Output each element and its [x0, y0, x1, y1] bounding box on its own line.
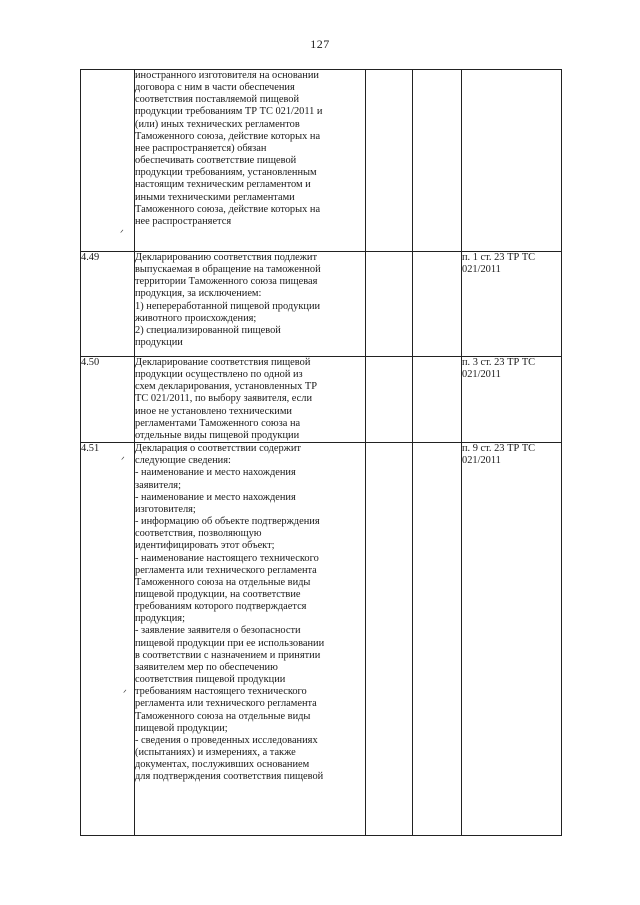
requirement-text-line: для подтверждения соответствия пищевой	[135, 771, 324, 783]
requirement-text-line: (или) иных технических регламентов	[135, 118, 300, 130]
requirement-text-line: схем декларирования, установленных ТР	[135, 381, 317, 393]
requirements-table	[80, 69, 562, 836]
requirement-text-line: договора с ним в части обеспечения	[135, 82, 295, 94]
requirement-text-line: продукции требованиям, установленным	[135, 167, 317, 179]
item-number-cell	[81, 70, 135, 252]
requirement-text-line: регламента или технического регламента	[135, 564, 317, 576]
empty-cell-b	[413, 357, 462, 443]
requirement-text-line: Таможенного союза, действие которых на	[135, 130, 321, 142]
requirement-text-line: (испытаниях) и измерениях, а также	[135, 747, 296, 758]
requirement-cell	[135, 443, 366, 836]
requirement-text-line: - наименование и место нахождения	[135, 491, 296, 503]
requirement-text-line: - наименование и место нахождения	[135, 467, 296, 479]
reference-text-line: п. 3 ст. 23 ТР ТС	[462, 357, 536, 368]
item-number-cell: 4.49	[81, 252, 135, 357]
requirement-text-line: - сведения о проведенных исследованиях	[135, 734, 318, 746]
reference-cell	[462, 252, 562, 357]
empty-cell-a	[366, 357, 413, 443]
requirement-text-line: пищевой продукции;	[135, 722, 228, 734]
reference-text-line: 021/2011	[462, 369, 501, 381]
reference-cell	[462, 357, 562, 443]
requirement-text-line: пищевой продукции, на соответствие	[135, 588, 301, 600]
requirement-text-line: иными техническими регламентами	[135, 191, 295, 203]
requirement-text-line: 1) непереработанной пищевой продукции	[135, 300, 321, 312]
item-number-cell: 4.50	[81, 357, 135, 443]
page-number: 127	[310, 37, 330, 51]
margin-tick-mark: ᐟ	[120, 228, 124, 238]
requirement-text-line: идентифицировать этот объект;	[135, 540, 275, 552]
requirement-text-line: Таможенного союза на отдельные виды	[135, 710, 311, 722]
requirement-text-line: иностранного изготовителя на основании	[135, 70, 319, 81]
requirement-text-line: ТС 021/2011, по выбору заявителя, если	[135, 393, 313, 405]
requirement-text-line: - информацию об объекте подтверждения	[135, 516, 320, 528]
table-row	[81, 252, 562, 357]
requirement-text-line: отдельные виды пищевой продукции	[135, 429, 300, 441]
table-row	[81, 70, 562, 252]
item-number-cell: 4.51	[81, 443, 135, 836]
requirement-text-line: следующие сведения:	[135, 455, 231, 467]
requirement-text-line: продукция, за исключением:	[135, 288, 262, 300]
reference-cell	[462, 443, 562, 836]
reference-cell	[462, 70, 562, 252]
table-row	[81, 443, 562, 836]
requirement-text-line: Декларация о соответствии содержит	[135, 443, 301, 455]
requirement-text-line: регламента или технического регламента	[135, 698, 317, 710]
requirement-text-line: соответствия пищевой продукции	[135, 674, 286, 686]
requirement-text-line: требованиям настоящего технического	[135, 686, 307, 698]
requirement-text-line: в соответствии с назначением и принятии	[135, 649, 321, 661]
requirement-cell	[135, 252, 366, 357]
requirement-text-line: Таможенного союза на отдельные виды	[135, 576, 311, 588]
empty-cell-b	[413, 443, 462, 836]
reference-text-line: п. 9 ст. 23 ТР ТС	[462, 443, 536, 455]
requirement-text-line: Таможенного союза, действие которых на	[135, 203, 321, 215]
requirement-text-line: продукции осуществлено по одной из	[135, 369, 303, 381]
requirement-text-line: документах, послуживших основанием	[135, 759, 310, 771]
requirement-text-line: животного происхождения;	[135, 312, 257, 324]
requirement-text-line: нее распространяется) обязан	[135, 142, 267, 154]
empty-cell-a	[366, 252, 413, 357]
empty-cell-b	[413, 70, 462, 252]
requirement-text-line: требованиям которого подтверждается	[135, 601, 307, 613]
requirement-text-line: регламентами Таможенного союза на	[135, 417, 301, 429]
requirement-cell	[135, 70, 366, 252]
requirement-text-line: иное не установлено техническими	[135, 405, 292, 417]
requirement-text-line: заявителя;	[135, 479, 181, 491]
requirement-text-line: заявителем мер по обеспечению	[135, 661, 278, 673]
requirement-text-line: выпускаемая в обращение на таможенной	[135, 264, 321, 276]
requirement-text-line: пищевой продукции при ее использовании	[135, 637, 325, 649]
requirement-cell	[135, 357, 366, 443]
requirement-text-line: соответствия поставляемой пищевой	[135, 94, 300, 106]
requirement-text-line: продукции	[135, 337, 183, 349]
requirement-text-line: соответствия, позволяющую	[135, 528, 262, 540]
requirement-text-line: настоящим техническим регламентом и	[135, 179, 311, 191]
requirement-text-line: изготовителя;	[135, 503, 196, 515]
requirement-text-line: продукции требованиям ТР ТС 021/2011 и	[135, 106, 323, 118]
requirement-text-line: Декларированию соответствия подлежит	[135, 252, 318, 263]
requirement-text-line: нее распространяется	[135, 215, 232, 227]
empty-cell-a	[366, 70, 413, 252]
requirement-text-line: 2) специализированной пищевой	[135, 324, 281, 336]
reference-text-line: 021/2011	[462, 264, 501, 276]
margin-tick-mark: ᐟ	[121, 455, 125, 465]
empty-cell-a	[366, 443, 413, 836]
requirement-text-line: - заявление заявителя о безопасности	[135, 625, 301, 637]
requirement-text-line: Декларирование соответствия пищевой	[135, 357, 311, 368]
reference-text-line: п. 1 ст. 23 ТР ТС	[462, 252, 536, 263]
requirement-text-line: - наименование настоящего технического	[135, 552, 319, 564]
margin-tick-mark: ᐟ	[123, 688, 127, 698]
requirement-text-line: территории Таможенного союза пищевая	[135, 276, 318, 288]
requirement-text-line: обеспечивать соответствие пищевой	[135, 155, 297, 167]
requirement-text-line: продукция;	[135, 613, 185, 625]
empty-cell-b	[413, 252, 462, 357]
table-row	[81, 357, 562, 443]
reference-text-line: 021/2011	[462, 455, 501, 467]
